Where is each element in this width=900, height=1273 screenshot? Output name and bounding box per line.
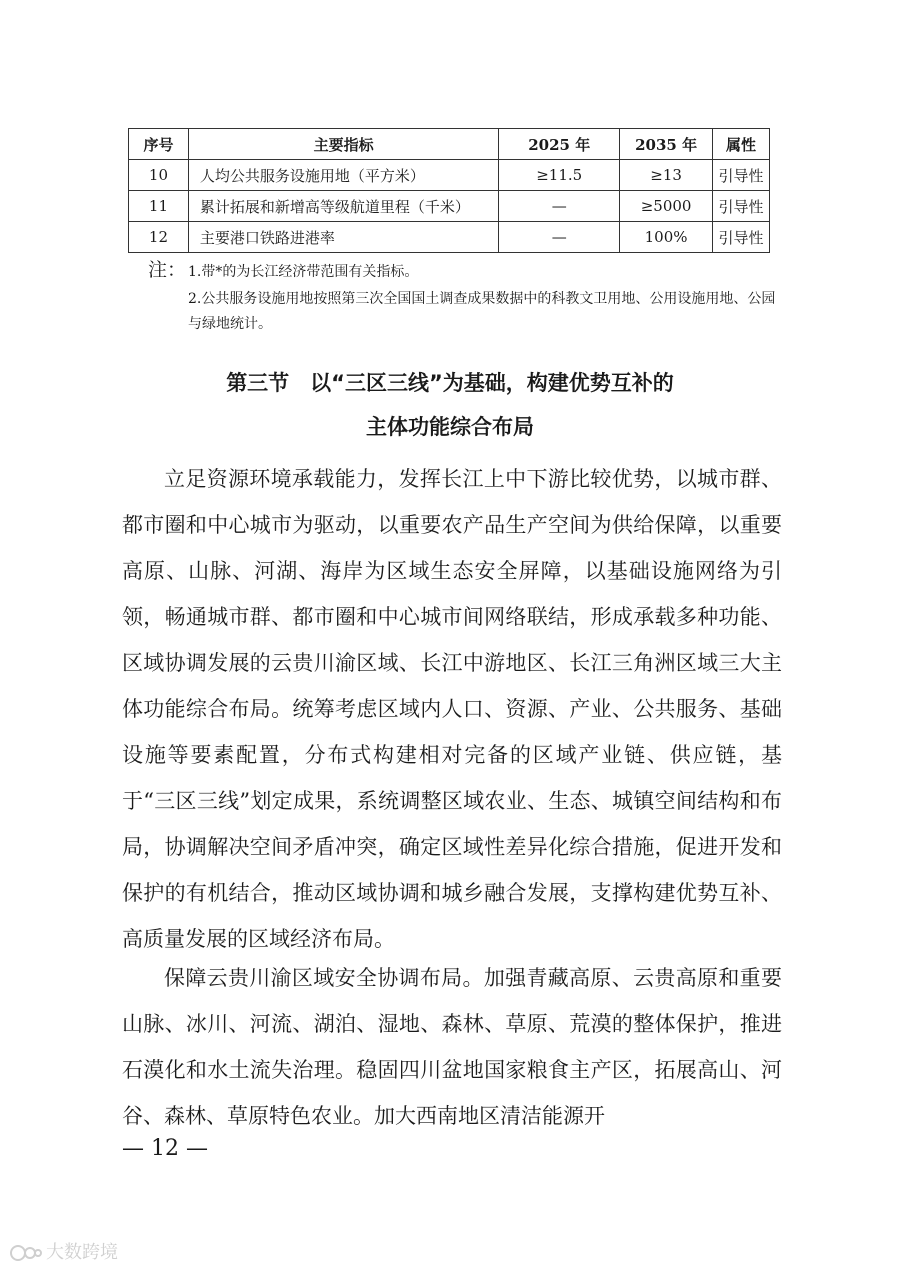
cell-2025: ≥11.5: [499, 160, 620, 191]
cell-indicator: 累计拓展和新增高等级航道里程（千米）: [188, 191, 498, 222]
cell-no: 10: [129, 160, 189, 191]
note-label: 注：: [148, 259, 187, 281]
paragraph-2: [122, 955, 782, 1139]
table-header-row: [129, 129, 770, 160]
cell-2035: 100%: [620, 222, 713, 253]
cell-2035: ≥13: [620, 160, 713, 191]
cell-attribute: 引导性: [713, 160, 770, 191]
cell-attribute: 引导性: [713, 222, 770, 253]
header-indicator: 主要指标: [188, 129, 498, 160]
table-row: [129, 191, 770, 222]
indicator-table: [128, 128, 770, 253]
paragraph-2-text: 保障云贵川渝区域安全协调布局。加强青藏高原、云贵高原和重要山脉、冰川、河流、湖泊、湿地、森林、草原、荒漠的整体保护，推进石漠化和水土流失治理。稳固四川盆地国家粮食主产区，拓展高山、河谷、森林、草原特色农业。加大西南地区清洁能源开: [122, 966, 782, 1128]
cell-no: 12: [129, 222, 189, 253]
header-2035: 2035 年: [620, 129, 713, 160]
header-2025: 2025 年: [499, 129, 620, 160]
cell-attribute: 引导性: [713, 191, 770, 222]
cell-no: 11: [129, 191, 189, 222]
section-title-line2: 主体功能综合布局: [366, 415, 534, 439]
watermark-logo-icon: [8, 1243, 42, 1263]
paragraph-1: [122, 456, 782, 962]
cell-indicator: 主要港口铁路进港率: [188, 222, 498, 253]
section-title-line1: 第三节 以“三区三线”为基础，构建优势互补的: [226, 371, 674, 395]
paragraph-1-text: 立足资源环境承载能力，发挥长江上中下游比较优势，以城市群、都市圈和中心城市为驱动，以重要农产品生产空间为供给保障，以重要高原、山脉、河湖、海岸为区域生态安全屏障，以基础设施网络为引领，畅通城市群、都市圈和中心城市间网络联结，形成承载多种功能、区域协调发展的云贵川渝区域、长江中游地区、长江三角洲区域三大主体功能综合布局。统筹考虑区域内人口、资源、产业、公共服务、基础设施等要素配置，分布式构建相对完备的区域产业链、供应链，基于“三区三线”划定成果，系统调整区域农业、生态、城镇空间结构和布局，协调解决空间矛盾冲突，确定区域性差异化综合措施，促进开发和保护的有机结合，推动区域协调和城乡融合发展，支撑构建优势互补、高质量发展的区域经济布局。: [122, 467, 782, 951]
header-no: 序号: [129, 129, 189, 160]
watermark-text: 大数跨境: [46, 1242, 118, 1263]
page-number: — 12 —: [122, 1136, 208, 1161]
header-attribute: 属性: [713, 129, 770, 160]
table-row: [129, 222, 770, 253]
cell-indicator: 人均公共服务设施用地（平方米）: [188, 160, 498, 191]
cell-2035: ≥5000: [620, 191, 713, 222]
cell-2025: —: [499, 191, 620, 222]
watermark: [8, 1238, 118, 1264]
cell-2025: —: [499, 222, 620, 253]
note-1: 1.带*的为长江经济带范围有关指标。: [188, 264, 419, 280]
note-2: 2.公共服务设施用地按照第三次全国国土调查成果数据中的科教文卫用地、公用设施用地、公园与绿地统计。: [188, 291, 776, 332]
table-row: [129, 160, 770, 191]
